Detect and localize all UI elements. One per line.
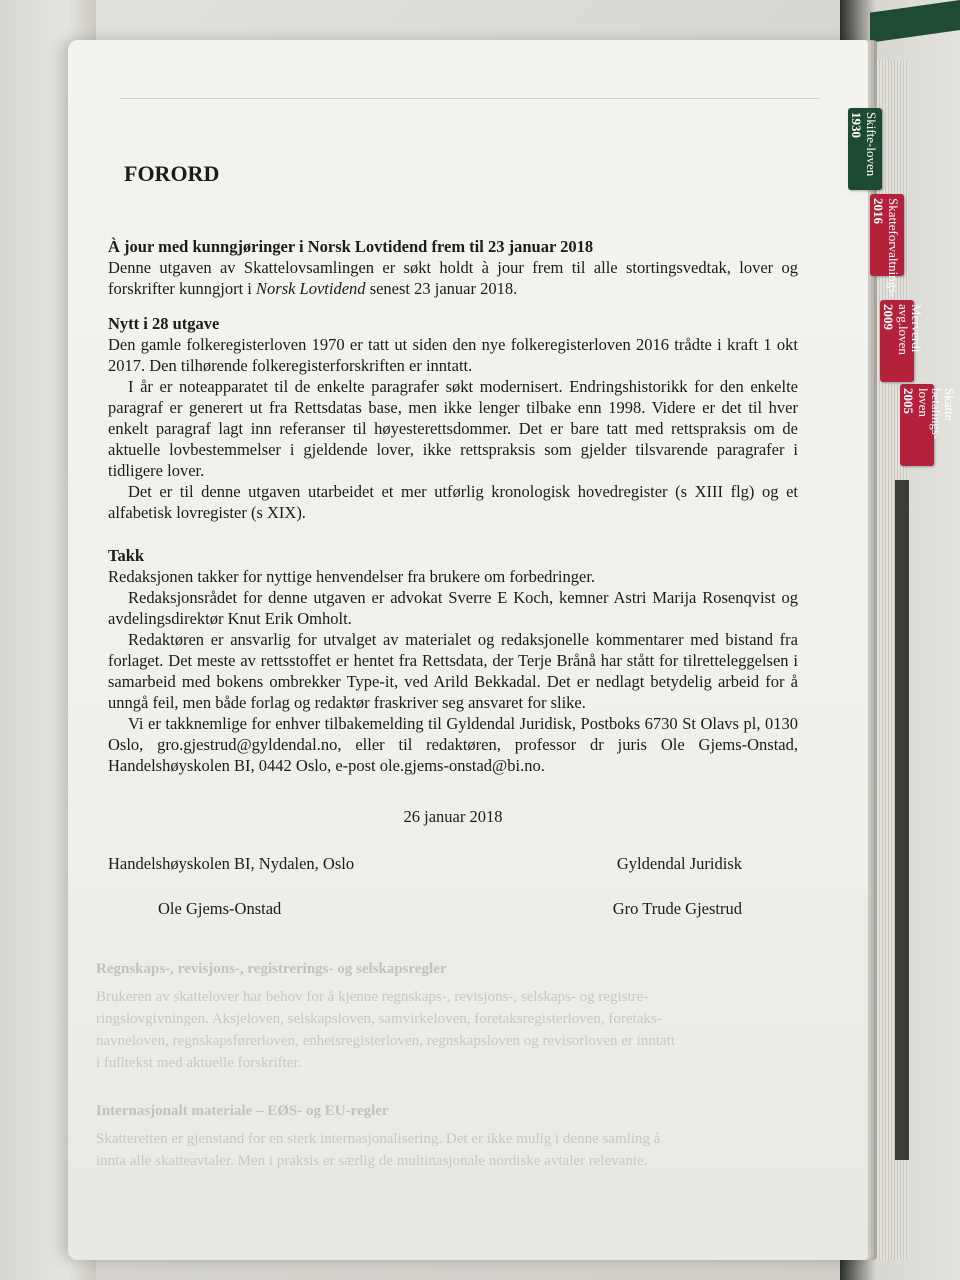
tab-year: 1930 [849,112,864,138]
signature-name-right: Gro Trude Gjestrud [612,899,742,918]
tab-label: Skatteforvaltnings- [886,198,901,298]
section-title: Nytt i 28 utgave [108,314,220,333]
signature-place-left: Handelshøyskolen BI, Nydalen, Oslo [108,854,355,873]
paragraph: Redaksjonsrådet for denne utgaven er advokat Sverre E Koch, kemner Astri Marija Rosenqvist og avdelingsdirektør Knut Erik Omholt. [108,588,798,628]
bleed-line: ringslovgivningen. Aksjeloven, selskapsloven, samvirkeloven, foretaksregisterloven, foretaks- [96,1011,662,1027]
paragraph: Redaksjonen takker for nyttige henvendelser fra brukere om forbedringer. [108,567,596,586]
tab-label: Skifte-loven [864,112,879,177]
tab-label: Skatte betalings-loven [916,388,957,440]
section-title: À jour med kunngjøringer i Norsk Lovtidend frem til 23 januar 2018 [108,237,594,256]
book-cover-edge [895,480,909,1160]
paragraph: Denne utgaven av Skattelovsamlingen er søkt holdt à jour frem til alle stortingsvedtak, lover og forskrifter kunngjort i Norsk Lovtidend senest 23 januar 2018. [108,258,798,298]
bleed-line: Brukeren av skattelover har behov for å kjenne regnskaps-, revisjons-, selskaps- og registre- [96,989,649,1005]
paragraph: I år er noteapparatet til de enkelte paragrafer søkt modernisert. Endringshistorikk for den enkelte paragraf er generert ut fra Rettsdatas base, men ikke lenger tilbake enn 1998. Videre er det til hver enkelt paragraf lagt inn referanser til høyesterettsdommer. Det er bare tatt med rettspraksis om de aktuelle lovbestemmelser i gjeldende lover, ikke rettspraksis som gjelder tilsvarende paragrafer i tidligere lover. [108,377,798,480]
bleed-line: i fulltekst med aktuelle forskrifter. [96,1055,302,1071]
signature-name-left: Ole Gjems-Onstad [158,899,282,918]
page-content [108,160,798,919]
signature-places [108,853,798,874]
bleed-line: Skatteretten er gjenstand for en sterk internasjonalisering. Det er ikke mulig i denne samling å [96,1131,661,1147]
page-title: FORORD [124,161,220,186]
bleed-line: innta alle skatteavtaler. Men i praksis er særlig de multinasjonale nordiske avtaler relevante. [96,1153,648,1169]
date-line: 26 januar 2018 [403,807,503,826]
paragraph: Den gamle folkeregisterloven 1970 er tatt ut siden den nye folkeregisterloven 2016 trådte i kraft 1 okt 2017. Den tilhørende folkeregisterforskriften er inntatt. [108,335,798,375]
paragraph: Det er til denne utgaven utarbeidet et mer utførlig kronologisk hovedregister (s XIII flg) og et alfabetisk lovregister (s XIX). [108,482,798,522]
tab-year: 2016 [871,198,886,224]
index-tab-skattebetaling[interactable] [900,384,957,466]
tab-label: Merverdi avg.loven [896,304,924,355]
paragraph: Redaktøren er ansvarlig for utvalget av materialet og redaksjonelle kommentarer med bistand fra forlaget. Det meste av rettsstoffet er hentet fra Rettsdata, der Terje Brånå har stått for tilretteleggelsen i samarbeid med bokens ombrekker Type-it, ved Arild Bekkadal. Det er nedlagt betydelig arbeid for å unngå feil, men både forlag og redaktør fraskriver seg ansvaret for slike. [108,630,798,712]
section-title: Takk [108,546,145,565]
index-tab-skifteloven[interactable] [848,108,882,190]
index-tab-merverdiavgift[interactable] [880,300,924,382]
signature-names [108,898,798,919]
tab-year: 2005 [901,388,916,414]
tab-year: 2009 [881,304,896,330]
running-head-bleed [120,80,820,99]
bleed-line: navneloven, regnskapsførerloven, enhetsregisterloven, regnskapsloven og revisorloven er inntatt [96,1033,675,1049]
bleed-heading-1: Regnskaps-, revisjons-, registrerings- og selskapsregler [96,961,447,977]
signature-place-right: Gyldendal Juridisk [616,854,742,873]
paragraph: Vi er takknemlige for enhver tilbakemelding til Gyldendal Juridisk, Postboks 6730 St Olavs pl, 0130 Oslo, gro.gjestrud@gyldendal.no, eller til redaktøren, professor dr juris Ole Gjems-Onstad, Handelshøyskolen BI, 0442 Oslo, e-post ole.gjems-onstad@bi.no. [108,714,798,775]
bleed-heading-2: Internasjonalt materiale – EØS- og EU-regler [96,1103,389,1119]
index-tab-skatteforvaltning[interactable] [870,194,904,298]
